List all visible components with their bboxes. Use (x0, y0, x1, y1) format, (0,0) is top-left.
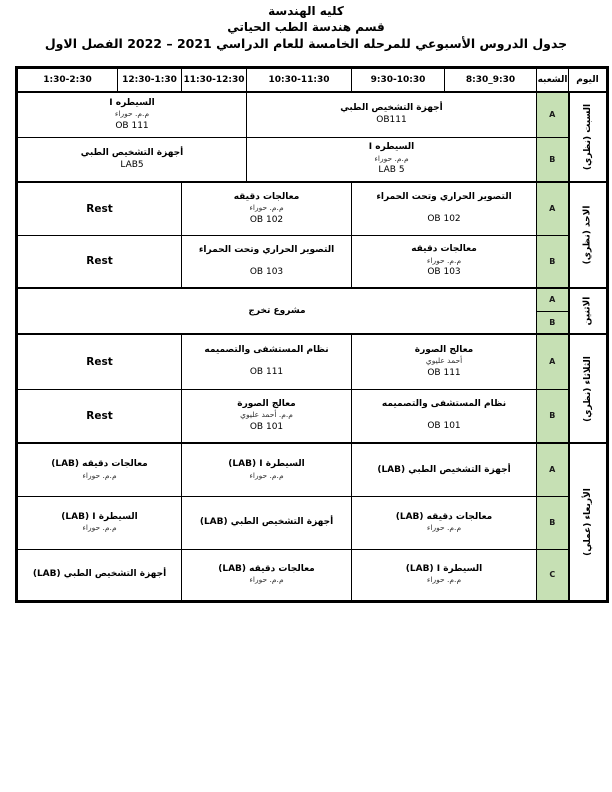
rest-label: Rest (86, 255, 113, 268)
day-label-tuesday (569, 334, 608, 443)
spacer (185, 356, 348, 366)
rest-label: Rest (86, 355, 113, 368)
section-cell: A (537, 288, 569, 311)
course-name: معالجات دقيقه (411, 244, 477, 255)
schedule-cell (352, 549, 537, 601)
schedule-cell (182, 389, 352, 443)
teacher-name: م.م. حوراء (249, 203, 284, 213)
schedule-cell (182, 182, 352, 235)
day-label-wrap (570, 487, 607, 556)
schedule-cell (352, 496, 537, 549)
schedule-cell (352, 334, 537, 389)
day-label-text: الثلاثاء (نظري) (582, 355, 593, 422)
col-header-time-4: 12:30-1:30 (118, 68, 182, 93)
schedule-cell (182, 443, 352, 496)
section-cell: C (537, 549, 569, 601)
schedule-title: جدول الدروس الأسبوعي للمرحله الخامسة للعام الدراسي 2021 – 2022 الفصل الاول (44, 36, 568, 52)
room-code: LAB5 (120, 159, 144, 170)
schedule-cell (182, 235, 352, 288)
header-row (17, 68, 608, 93)
room-code: OB 102 (427, 214, 461, 225)
day-label-text: الاثنين (582, 296, 593, 326)
course-name: نظام المستشفى والتصميمه (381, 399, 507, 410)
rest-label: Rest (86, 202, 113, 215)
schedule-cell (17, 288, 537, 334)
teacher-name: م.م. حوراء (426, 523, 462, 533)
teacher-name: م.م. حوراء (426, 575, 462, 585)
course-name: أجهزة التشخيص الطبي (80, 147, 184, 158)
table-head (17, 68, 608, 93)
schedule-cell (352, 182, 537, 235)
course-name: معالجات دقيقه (LAB) (395, 512, 493, 523)
spacer (355, 410, 533, 420)
schedule-cell (17, 443, 182, 496)
section-cell: A (537, 443, 569, 496)
day-label-wrap (570, 103, 607, 171)
schedule-cell (352, 389, 537, 443)
course-name: السيطرة I‏ (LAB) (228, 459, 305, 470)
day-label-wrap (570, 355, 607, 422)
section-cell: A (537, 334, 569, 389)
spacer (185, 256, 348, 266)
day-label-text: الأربعاء (عملي) (582, 487, 593, 556)
spacer (355, 203, 533, 213)
col-header-time-2: 10:30-11:30 (247, 68, 352, 93)
room-code: OB 103 (249, 266, 284, 277)
teacher-name: م.م. حوراء (249, 575, 284, 585)
page-header (0, 4, 612, 53)
section-cell: B (537, 389, 569, 443)
schedule-cell (352, 235, 537, 288)
col-header-time-3: 11:30-12:30 (182, 68, 247, 93)
col-header-time-1: 9:30-10:30 (352, 68, 445, 93)
room-code: LAB 5 (378, 165, 405, 176)
course-name: أجهزة التشخيص الطبي (LAB) (377, 464, 511, 475)
schedule-row (17, 496, 608, 549)
course-name: معالج الصورة (237, 398, 296, 409)
col-header-time-0: 8:30_9:30 (445, 68, 537, 93)
schedule-cell (182, 334, 352, 389)
room-code: OB 103 (427, 267, 461, 278)
col-header-time-5: 1:30-2:30 (17, 68, 118, 93)
teacher-name: أحمد عليوي (425, 356, 463, 366)
teacher-name: م.م. حوراء (249, 470, 284, 480)
room-code: OB 102 (249, 214, 284, 225)
teacher-name: م.م. حوراء (82, 470, 117, 480)
course-name: التصوير الحراري وتحت الحمراء (376, 192, 512, 203)
schedule-cell (247, 137, 537, 182)
col-header-section: الشعبه (537, 68, 569, 93)
college-name: كليه الهندسة (268, 4, 344, 18)
day-label-saturday (569, 92, 608, 182)
schedule-row (17, 137, 608, 182)
room-code: OB 111 (115, 120, 149, 131)
schedule-row (17, 235, 608, 288)
course-name: أجهزة التشخيص الطبي (340, 103, 443, 114)
schedule-row (17, 549, 608, 601)
room-code: OB111 (376, 115, 407, 126)
schedule-row (17, 182, 608, 235)
schedule-cell (17, 496, 182, 549)
teacher-name: م.م. أحمد عليوي (240, 410, 293, 420)
schedule-cell (17, 137, 247, 182)
section-cell: B (537, 137, 569, 182)
section-cell: A (537, 182, 569, 235)
room-code: OB 111 (249, 367, 284, 378)
course-name: معالج الصورة (414, 344, 474, 355)
course-name: أجهزة التشخيص الطبي (LAB) (199, 517, 334, 528)
day-label-wednesday (569, 443, 608, 601)
course-name: السيطره I (109, 97, 155, 108)
schedule-row (17, 334, 608, 389)
department-name: قسم هندسة الطب الحياتي (227, 19, 385, 34)
section-cell: A (537, 92, 569, 137)
course-name: معالجات دقيقه (LAB) (218, 564, 315, 575)
schedule-cell (17, 182, 182, 235)
course-name: السيطره I (368, 142, 415, 153)
day-label-monday (569, 288, 608, 334)
room-code: OB 111 (427, 367, 461, 378)
course-name: معالجات دقيقه (LAB) (51, 459, 148, 470)
schedule-row (17, 92, 608, 137)
course-name: معالجات دقيقه (233, 191, 300, 202)
day-label-wrap (570, 205, 607, 265)
schedule-table (15, 66, 609, 603)
schedule-cell (182, 496, 352, 549)
schedule-cell (17, 334, 182, 389)
course-name: أجهزة التشخيص الطبي (LAB) (32, 569, 167, 580)
room-code: OB 101 (249, 421, 284, 432)
day-label-wrap (570, 296, 607, 326)
rest-label: Rest (86, 409, 113, 422)
schedule-cell (17, 549, 182, 601)
schedule-row (17, 443, 608, 496)
section-cell: B (537, 311, 569, 334)
schedule-cell (182, 549, 352, 601)
schedule-row (17, 288, 608, 311)
teacher-name: م.م. حوراء (82, 523, 117, 533)
schedule-cell (17, 235, 182, 288)
course-name: السيطرة I‏ (LAB) (61, 512, 138, 523)
section-cell: B (537, 235, 569, 288)
day-label-text: الاحد (نظري) (582, 205, 593, 265)
course-name: مشروع تخرج (248, 305, 306, 316)
col-header-day: اليوم (569, 68, 608, 93)
room-code: OB 101 (427, 421, 461, 432)
schedule-cell (17, 389, 182, 443)
teacher-name: م.م. حوراء (114, 109, 150, 119)
course-name: السيطرة I‏ (LAB) (405, 564, 483, 575)
schedule-cell (17, 92, 247, 137)
course-name: التصوير الحراري وتحت الحمراء (198, 244, 335, 255)
teacher-name: م.م. حوراء (426, 255, 462, 265)
day-label-text: السبت (نظري) (582, 103, 593, 171)
table-body (17, 92, 608, 601)
day-label-sunday (569, 182, 608, 288)
course-name: نظام المستشفى والتصميمه (204, 345, 329, 356)
schedule-cell (352, 443, 537, 496)
schedule-cell (247, 92, 537, 137)
section-cell: B (537, 496, 569, 549)
teacher-name: م.م. حوراء (374, 153, 409, 163)
schedule-row (17, 389, 608, 443)
